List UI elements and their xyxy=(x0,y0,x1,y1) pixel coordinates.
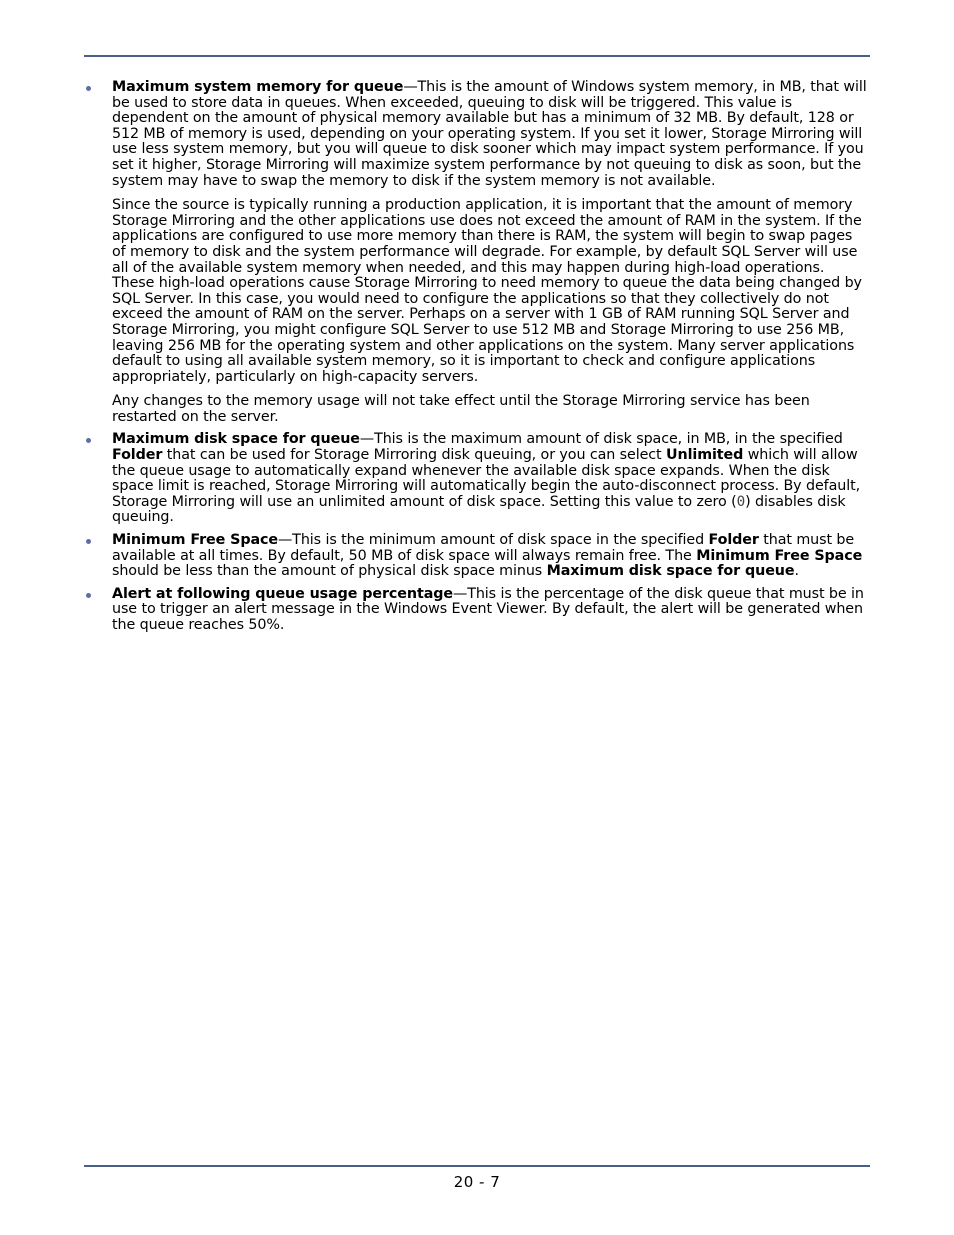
option-description xyxy=(112,587,870,634)
option-term: Maximum system memory for queue xyxy=(112,79,404,95)
option-text: —This is the percentage of the disk queue that must be in use to trigger an alert message in the Windows Event Viewer. By default, the alert will be generated when the queue reaches 50%. xyxy=(112,585,864,633)
option-text: —This is the amount of Windows system memory, in MB, that will be used to store data in queues. When exceeded, queuing to disk will be triggered. This value is dependent on the amount of physical memory available but has a minimum of 32 MB. By default, 128 or 512 MB of memory is used, depending on your operating system. If you set it lower, Storage Mirroring will use less system memory, but you will queue to disk sooner which may impact system performance. If you set it higher, Storage Mirroring will maximize system performance by not queuing to disk as soon, but the system may have to swap the memory to disk if the system memory is not available. xyxy=(112,79,867,189)
page-content xyxy=(84,80,870,641)
option-list xyxy=(84,80,870,634)
ui-term-min-free-space: Minimum Free Space xyxy=(696,547,863,564)
header-rule xyxy=(84,55,870,57)
bullet-icon xyxy=(86,539,91,544)
ui-term-folder: Folder xyxy=(708,532,759,549)
option-description xyxy=(112,80,870,189)
option-term: Minimum Free Space xyxy=(112,532,278,549)
ui-term-max-disk-space: Maximum disk space for queue xyxy=(546,563,795,580)
bullet-icon xyxy=(86,86,91,91)
page-number: 20 - 7 xyxy=(453,1173,501,1191)
option-note-paragraph: Any changes to the memory usage will not take effect until the Storage Mirroring service has been restarted on the server. xyxy=(112,393,810,425)
list-item-max-system-memory xyxy=(84,80,870,425)
bullet-icon xyxy=(86,593,91,598)
option-note-paragraph: Since the source is typically running a production application, it is important that the amount of memory Storage Mirroring and the other applications use does not exceed the amount of RAM in the system. If the applications are configured to use more memory than there is RAM, the system will begin to swap pages of memory to disk and the system performance will degrade. For example, by default SQL Server will use all of the available system memory when needed, and this may happen during high-load operations. These high-load operations cause Storage Mirroring to need memory to queue the data being changed by SQL Server. In this case, you would need to configure the applications so that they collectively do not exceed the amount of RAM on the server. Perhaps on a server with 1 GB of RAM running SQL Server and Storage Mirroring, you might configure SQL Server to use 512 MB and Storage Mirroring to use 256 MB, leaving 256 MB for the operating system and other applications on the system. Many server applications default to using all available system memory, so it is important to check and configure applications appropriately, particularly on high-capacity servers. xyxy=(112,197,862,385)
list-item-min-free-space xyxy=(84,533,870,580)
option-term: Maximum disk space for queue xyxy=(112,431,360,448)
list-item-max-disk-space xyxy=(84,432,870,526)
code-value: 0 xyxy=(736,493,746,510)
option-term: Alert at following queue usage percentage xyxy=(112,585,453,602)
list-item-alert-percentage xyxy=(84,587,870,634)
ui-term-folder: Folder xyxy=(112,447,163,464)
option-description: Maximum disk space for queue—This is the maximum amount of disk space, in MB, in the specified Folder that can be used for Storage Mirroring disk queuing, or you can select Unlimited which will allow the queue usage to automatically expand whenever the available disk space expands. When the disk space limit is reached, Storage Mirroring will automatically begin the auto-disconnect process. By default, Storage Mirroring will use an unlimited amount of disk space. Setting this value to zero (0) disables disk queuing. xyxy=(112,431,861,526)
option-description: Minimum Free Space—This is the minimum amount of disk space in the specified Folder that must be available at all times. By default, 50 MB of disk space will always remain free. The Minimum Free Space should be less than the amount of physical disk space minus Maximum disk space for queue. xyxy=(112,532,863,580)
ui-term-unlimited: Unlimited xyxy=(666,447,744,464)
bullet-icon xyxy=(86,438,91,443)
footer-rule xyxy=(84,1165,870,1167)
